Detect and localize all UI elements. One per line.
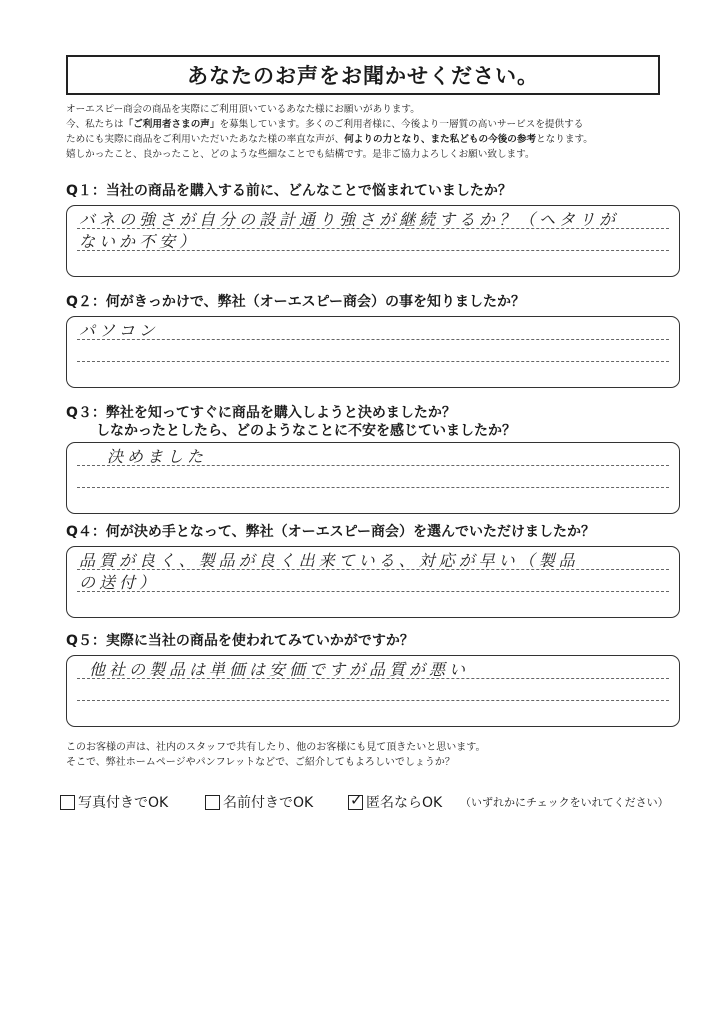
checkbox-photo-ok-label: 写真付きでOK <box>78 795 169 811</box>
intro-line-3 <box>66 132 666 147</box>
intro-line-2c: を募集しています。多くのご利用者様に、今後より一層質の高いサービスを提供する <box>219 119 584 130</box>
answer-4-text-2: の送付） <box>79 573 160 592</box>
question-2: Q２：何がきっかけで、弊社（オーエスピー商会）の事を知りましたか？ <box>66 294 526 310</box>
answer-3-text-1: 決めました <box>107 447 208 466</box>
answer-box-4[interactable] <box>66 546 680 618</box>
answer-line <box>77 339 669 340</box>
intro-line-2 <box>66 117 666 132</box>
answer-4-text-1: 品質が良く、製品が良く出来ている、対応が早い（製品 <box>79 551 579 570</box>
checkbox-anonymous-ok-label: 匿名ならOK <box>366 795 443 811</box>
checkbox-name-ok-label: 名前付きでOK <box>223 795 314 811</box>
closing-line-2: そこで、弊社ホームページやパンフレットなどで、ご紹介してもよろしいでしょうか？ <box>66 757 455 768</box>
intro-line-3c: となります。 <box>536 134 593 145</box>
closing-line-1: このお客様の声は、社内のスタッフで共有したり、他のお客様にも見て頂きたいと思います。 <box>66 742 486 753</box>
checkbox-photo-ok[interactable] <box>60 792 168 812</box>
checkbox-square[interactable] <box>205 795 220 810</box>
intro-line-2b: 「ご利用者さまの声」 <box>123 119 220 130</box>
form-title-box <box>66 55 660 95</box>
answer-line <box>77 700 669 701</box>
question-4: Q４：何が決め手となって、弊社（オーエスピー商会）を選んでいただけましたか？ <box>66 524 596 540</box>
answer-1-text-2: ないか不安） <box>79 232 200 251</box>
answer-1-text-1: バネの強さが自分の設計通り強さが継続するか？（ヘタリが <box>79 210 620 229</box>
checkbox-name-ok[interactable] <box>205 792 313 812</box>
question-1: Q１：当社の商品を購入する前に、どんなことで悩まれていましたか？ <box>66 183 512 199</box>
checkbox-anonymous-ok[interactable] <box>348 792 442 812</box>
intro-line-3b: 何よりの力となり、また私どもの今後の参考 <box>344 134 537 145</box>
answer-box-1[interactable] <box>66 205 680 277</box>
answer-box-2[interactable] <box>66 316 680 388</box>
closing-text <box>66 740 486 770</box>
answer-box-3[interactable] <box>66 442 680 514</box>
answer-line <box>77 591 669 592</box>
intro-line-3a: ためにも実際に商品をご利用いただいたあなた様の率直な声が、 <box>66 134 345 145</box>
checkbox-square[interactable] <box>60 795 75 810</box>
intro-line-2a: 今、私たちは <box>66 119 124 130</box>
question-3: Q３：弊社を知ってすぐに商品を購入しようと決めましたか？ <box>66 405 456 421</box>
answer-2-text-1: パソコン <box>79 321 159 340</box>
intro-text <box>66 102 666 162</box>
answer-line <box>77 487 669 488</box>
intro-line-1: オーエスピー商会の商品を実際にご利用頂いているあなた様にお願いがあります。 <box>66 104 420 115</box>
form-title: あなたのお声をお聞かせください。 <box>187 64 539 88</box>
answer-box-5[interactable] <box>66 655 680 727</box>
answer-5-text-1: 他社の製品は単価は安価ですが品質が悪い <box>89 660 470 679</box>
question-3-cont: しなかったとしたら、どのようなことに不安を感じていましたか？ <box>96 423 516 439</box>
check-mark-icon: ✓ <box>350 790 363 809</box>
checkbox-square[interactable] <box>348 790 363 810</box>
checkbox-instruction: （いずれかにチェックをいれてください） <box>460 796 669 809</box>
intro-line-4: 嬉しかったこと、良かったこと、どのような些細なことでも結構です。是非ご協力よろしくお願い致します。 <box>66 149 535 160</box>
question-5: Q５：実際に当社の商品を使われてみていかがですか？ <box>66 633 414 649</box>
answer-line <box>77 361 669 362</box>
